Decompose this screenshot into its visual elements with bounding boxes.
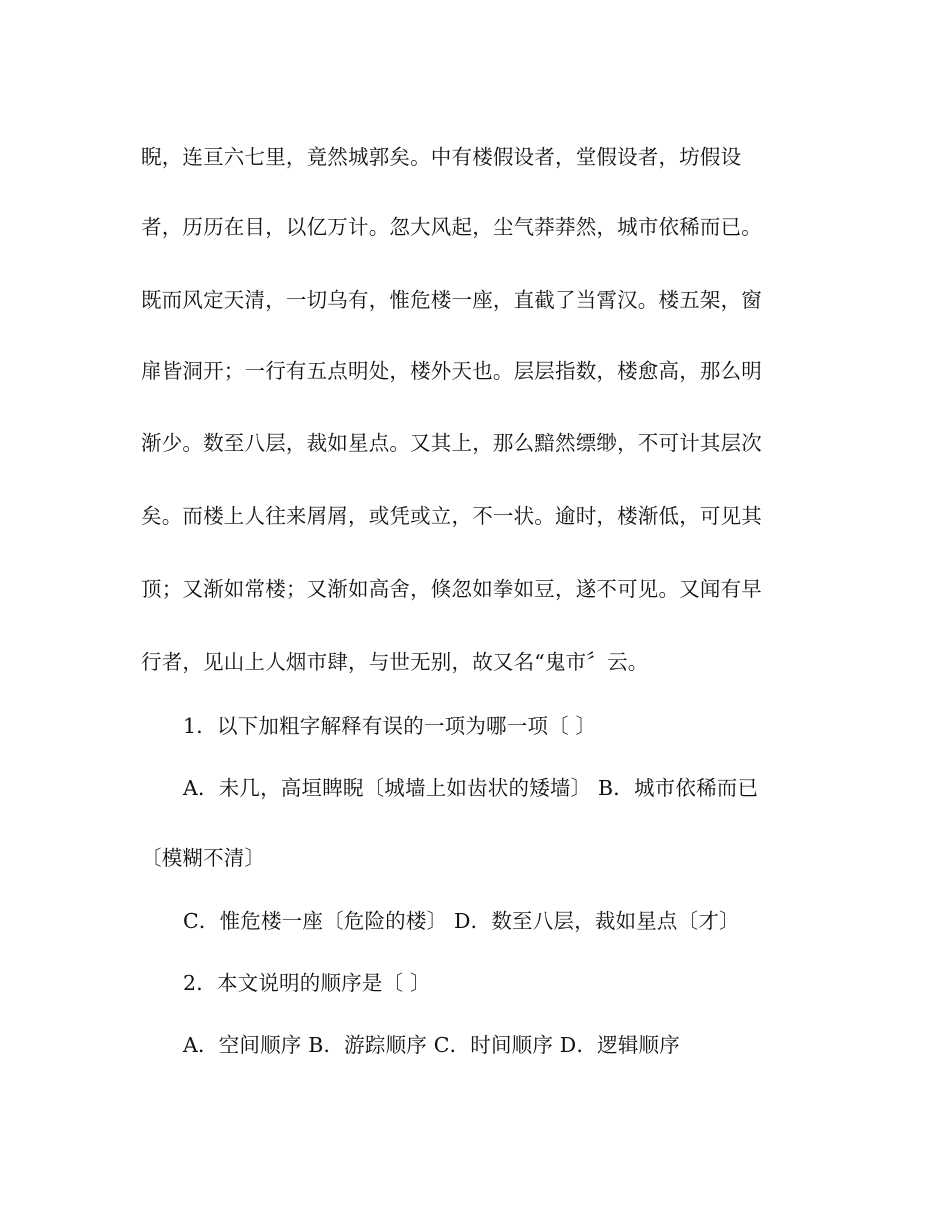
question-1-options-a-b: A．未几，高垣睥睨〔城墙上如齿状的矮墙〕 B．城市依稀而已 — [183, 776, 759, 800]
passage-line: 者，历历在目，以亿万计。忽大风起，尘气莽莽然，城市依稀而已。 — [141, 215, 762, 239]
passage-line: 矣。而楼上人往来屑屑，或凭或立，不一状。逾时，楼渐低，可见其 — [141, 504, 762, 528]
passage-line: 扉皆洞开；一行有五点明处，楼外天也。层层指数，楼愈高，那么明 — [141, 359, 762, 383]
passage-line: 顶；又渐如常楼；又渐如高舍，倏忽如拳如豆，遂不可见。又闻有早 — [141, 577, 762, 601]
question-2-stem: 2．本文说明的顺序是〔 〕 — [183, 971, 431, 995]
passage-line: 睨，连亘六七里，竟然城郭矣。中有楼假设者，堂假设者，坊假设 — [141, 145, 742, 169]
question-1-options-c-d: C．惟危楼一座〔危险的楼〕 D．数至八层，裁如星点〔才〕 — [183, 909, 740, 933]
passage-line: 既而风定天清，一切乌有，惟危楼一座，直截了当霄汉。楼五架，窗 — [141, 288, 762, 312]
question-1-stem: 1．以下加粗字解释有误的一项为哪一项〔 〕 — [183, 714, 597, 738]
passage-line: 渐少。数至八层，裁如星点。又其上，那么黯然缥缈，不可计其层次 — [141, 431, 762, 455]
question-1-options-b-cont: 〔模糊不清〕 — [141, 846, 266, 870]
passage-line: 行者，见山上人烟市肆，与世无别，故又名“鬼市〞云。 — [141, 650, 649, 674]
question-2-options: A．空间顺序 B．游踪顺序 C．时间顺序 D．逻辑顺序 — [183, 1033, 680, 1057]
